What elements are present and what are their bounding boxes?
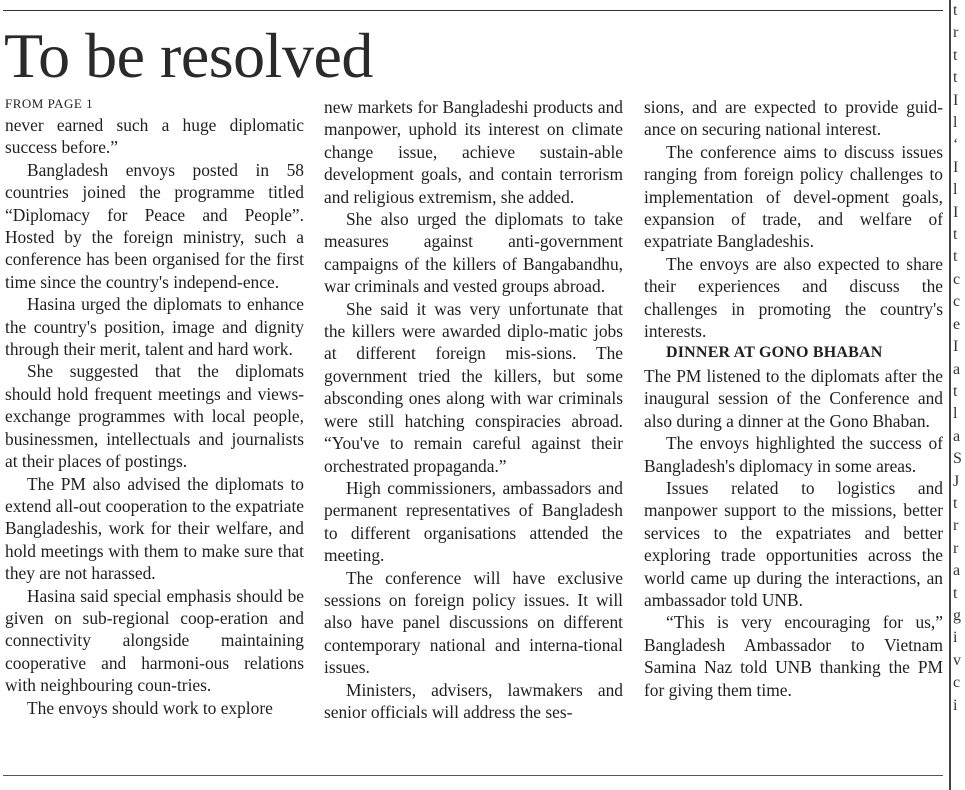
bottom-rule [3, 775, 943, 776]
edge-letter: t [953, 494, 958, 512]
edge-letter: r [953, 539, 959, 557]
paragraph: Ministers, advisers, lawmakers and senior officials will address the ses- [324, 679, 623, 722]
edge-letter: J [953, 472, 960, 490]
edge-letter: a [953, 562, 961, 580]
edge-letter: g [953, 606, 961, 624]
paragraph: Hasina urged the diplomats to enhance the country's position, image and dignity through their merit, talent and hard work. [5, 294, 304, 360]
article-column-3 [644, 96, 943, 771]
adjacent-article-edge [953, 0, 965, 790]
edge-letter: i [953, 696, 958, 714]
edge-letter: a [953, 360, 961, 378]
article-column-1 [5, 114, 304, 774]
edge-letter: a [953, 427, 961, 445]
edge-letter: t [953, 2, 958, 19]
paragraph: Bangladesh envoys posted in 58 countries joined the programme titled “Diplomacy for Peace and People”. Hosted by the foreign ministry, such a conference has been organised for the first time since the country's independ-ence. [5, 159, 304, 292]
paragraph: sions, and are expected to provide guid-ance on securing national interest. [644, 97, 943, 140]
edge-letter: I [953, 203, 959, 221]
section-subhead: DINNER AT GONO BHABAN [666, 344, 883, 362]
paragraph: The envoys highlighted the success of Bangladesh's diplomacy in some areas. [644, 433, 943, 476]
edge-letter: I [953, 91, 959, 109]
jump-kicker: FROM PAGE 1 [5, 96, 94, 111]
edge-letter: l [953, 405, 958, 423]
edge-letter: S [953, 450, 962, 468]
paragraph: The envoys are also expected to share their experiences and discuss the challenges in promoting the country's interests. [644, 253, 943, 342]
edge-letter: t [953, 248, 958, 266]
paragraph: The envoys should work to explore [27, 697, 273, 718]
paragraph: She said it was very unfortunate that the killers were awarded diplo-matic jobs at different foreign mis-sions. The government tried the killers, but some absconding ones along with war criminals were still hatching conspiracies abroad. “You've to remain careful against their orchestrated propaganda.” [324, 298, 623, 476]
edge-letter: t [953, 46, 958, 64]
edge-letter: v [953, 651, 961, 669]
paragraph: The conference aims to discuss issues ranging from foreign policy challenges to implementation of devel-opment goals, expansion of trade, and welfare of expatriate Bangladeshis. [644, 141, 943, 252]
article-column-2 [324, 96, 623, 771]
paragraph: She suggested that the diplomats should hold frequent meetings and views-exchange programmes with local people, businessmen, intellectuals and journalists at their places of postings. [5, 361, 304, 472]
edge-letter: l [953, 114, 958, 132]
edge-letter: r [953, 24, 959, 42]
edge-letter: t [953, 382, 958, 400]
edge-letter: i [953, 629, 958, 647]
edge-letter: c [953, 674, 961, 692]
edge-letter: e [953, 315, 961, 333]
paragraph: new markets for Bangladeshi products and manpower, uphold its interest on climate change issue, achieve sustain-able development goals, and contain terrorism and religious extremism, she added. [324, 97, 623, 207]
edge-letter: c [953, 293, 961, 311]
paragraph: She also urged the diplomats to take measures against anti-government campaigns of the killers of Bangabandhu, war criminals and vested groups abroad. [324, 209, 623, 297]
paragraph: Issues related to logistics and manpower support to the missions, better services to the expatriates and better exploring trade opportunities across the world came up during the interactions, an ambassador told UNB. [644, 477, 943, 610]
edge-letter: l [953, 181, 958, 199]
edge-letter: t [953, 69, 958, 87]
paragraph: High commissioners, ambassadors and permanent representatives of Bangladesh to different organisations attended the meeting. [324, 477, 623, 566]
top-rule [3, 10, 943, 11]
paragraph: The PM also advised the diplomats to extend all-out cooperation to the expatriate Bangladeshis, work for their welfare, and hold meetings with them to make sure that they are not harassed. [5, 473, 304, 584]
edge-letter: t [953, 226, 958, 244]
headline: To be resolved [4, 20, 373, 91]
paragraph: “This is very encouraging for us,” Bangladesh Ambassador to Vietnam Samina Naz told UNB thanking the PM for giving them time. [644, 612, 943, 700]
paragraph: Hasina said special emphasis should be given on sub-regional coop-eration and connectivity alongside maintaining cooperative and harmoni-ous relations with neighbouring coun-tries. [5, 585, 304, 696]
paragraph: never earned such a huge diplomatic success before.” [5, 115, 304, 158]
edge-letter: t [953, 584, 958, 602]
edge-letter: c [953, 270, 961, 288]
column-divider-line [949, 0, 951, 790]
paragraph: The PM listened to the diplomats after the inaugural session of the Conference and also during a dinner at the Gono Bhaban. [644, 365, 943, 431]
edge-letter: I [953, 338, 959, 356]
edge-letter: ‘ [953, 136, 959, 154]
edge-letter: I [953, 158, 959, 176]
edge-letter: r [953, 517, 959, 535]
paragraph: The conference will have exclusive sessions on foreign policy issues. It will also have panel discussions on different contemporary national and interna-tional issues. [324, 567, 623, 678]
